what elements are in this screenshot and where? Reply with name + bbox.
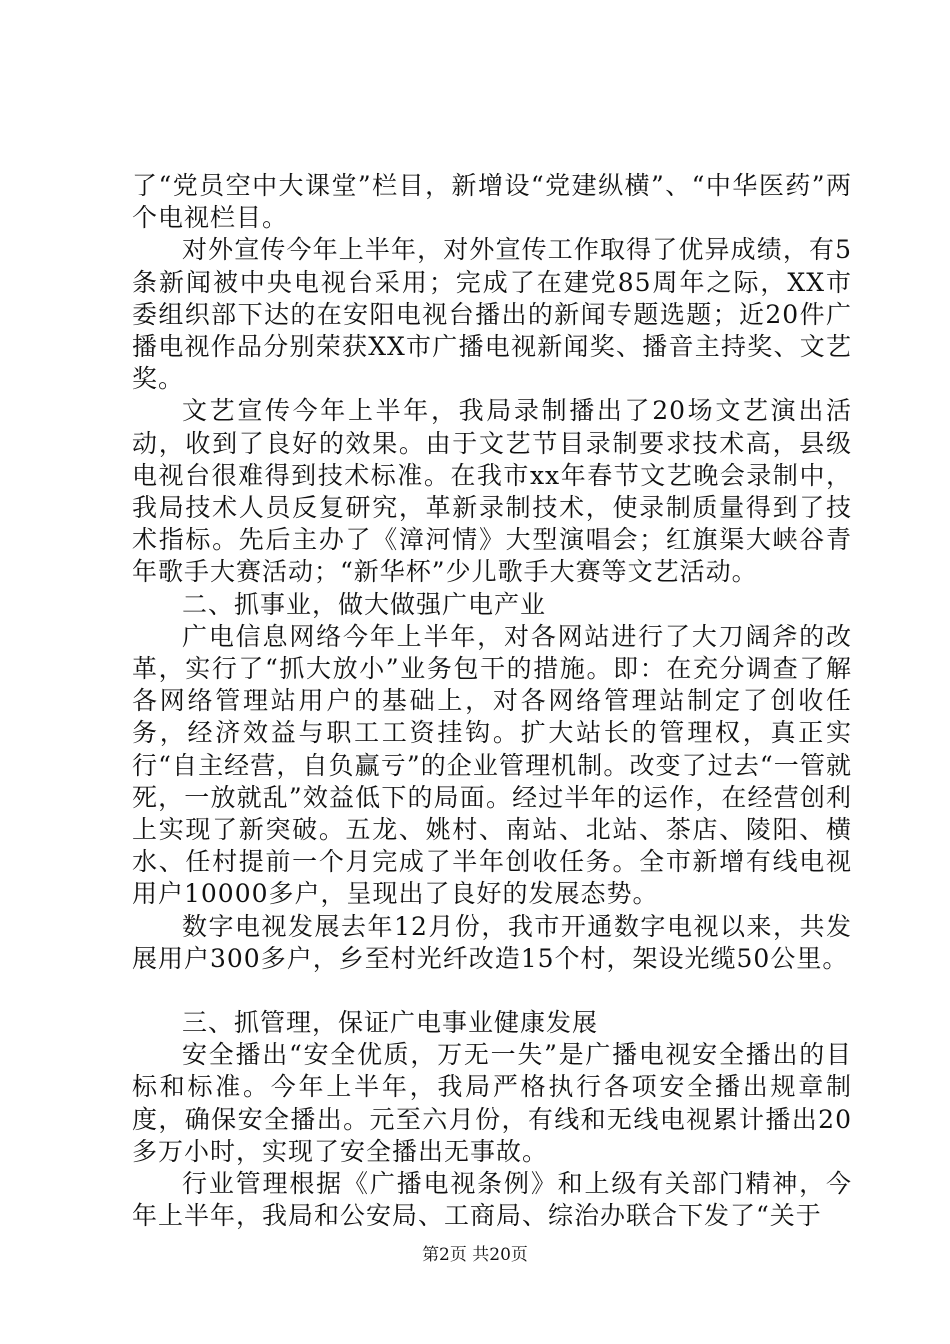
- section-heading-3: 三、抓管理，保证广电事业健康发展: [182, 1008, 599, 1038]
- paragraph-industry-management: 行业管理根据《广播电视条例》和上级有关部门精神，今年上半年，我局和公安局、工商局、综治办联合下发了“关于: [132, 1169, 852, 1231]
- paragraph-spacer: [132, 975, 852, 1007]
- paragraph-digital-tv: 数字电视发展去年12月份，我市开通数字电视以来，共发展用户300多户，乡至村光纤改造15个村，架设光缆50公里。: [132, 911, 852, 973]
- paragraph-network: 广电信息网络今年上半年，对各网站进行了大刀阔斧的改革，实行了“抓大放小”业务包干的措施。即：在充分调查了解各网络管理站用户的基础上，对各网络管理站制定了创收任务，经济效益与职工工资挂钩。扩大站长的管理权，真正实行“自主经营，自负赢亏”的企业管理机制。改变了过去“一管就死，一放就乱”效益低下的局面。经过半年的运作，在经营创利上实现了新突破。五龙、姚村、南站、北站、茶店、陵阳、横水、任村提前一个月完成了半年创收任务。全市新增有线电视用户10000多户，呈现出了良好的发展态势。: [132, 621, 852, 909]
- document-body: [132, 170, 852, 1233]
- page-number-footer: 第2页 共20页: [422, 1245, 528, 1265]
- paragraph-safe-broadcast: 安全播出“安全优质，万无一失”是广播电视安全播出的目标和标准。今年上半年，我局严格执行各项安全播出规章制度，确保安全播出。元至六月份，有线和无线电视累计播出20多万小时，实现了安全播出无事故。: [132, 1040, 852, 1166]
- paragraph-external-publicity: 对外宣传今年上半年，对外宣传工作取得了优异成绩，有5条新闻被中央电视台采用；完成了在建党85周年之际，XX市委组织部下达的在安阳电视台播出的新闻专题选题；近20件广播电视作品分别荣获XX市广播电视新闻奖、播音主持奖、文艺奖。: [132, 235, 852, 394]
- paragraph-arts-publicity: 文艺宣传今年上半年，我局录制播出了20场文艺演出活动，收到了良好的效果。由于文艺节目录制要求技术高，县级电视台很难得到技术标准。在我市xx年春节文艺晚会录制中，我局技术人员反复研究，革新录制技术，使录制质量得到了技术指标。先后主办了《漳河情》大型演唱会；红旗渠大峡谷青年歌手大赛活动；“新华杯”少儿歌手大赛等文艺活动。: [132, 396, 852, 587]
- section-heading-2: 二、抓事业，做大做强广电产业: [182, 589, 547, 619]
- paragraph-continuation: 了“党员空中大课堂”栏目，新增设“党建纵横”、“中华医药”两个电视栏目。: [132, 171, 852, 233]
